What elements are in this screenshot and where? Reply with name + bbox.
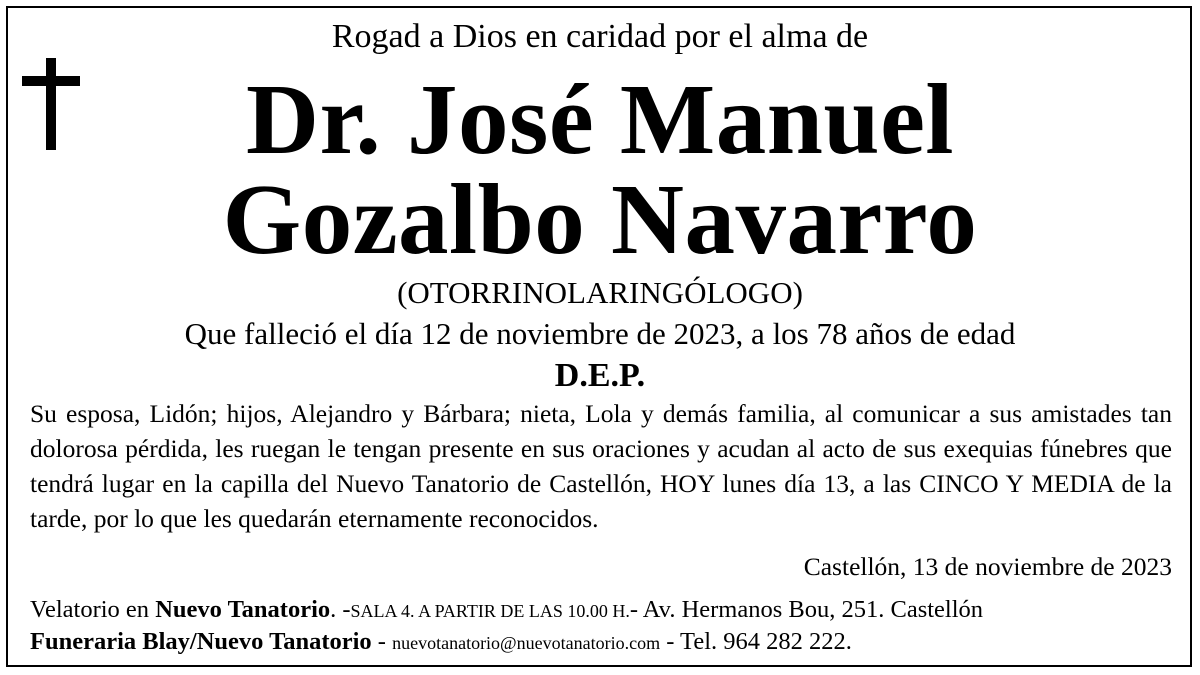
deceased-name-line2: Gozalbo Navarro [222,163,978,275]
wake-place: Nuevo Tanatorio [155,596,331,623]
wake-info-line [30,594,1172,627]
wake-dot: . - [330,596,351,623]
funeral-home-line [30,626,1172,659]
separator: - [371,628,393,655]
email-address: nuevotanatorio@nuevotanatorio.com [392,633,661,653]
place-date: Castellón, 13 de noviembre de 2023 [803,552,1172,581]
intro-text: Rogad a Dios en caridad por el alma de [331,18,869,55]
wake-address: - Av. Hermanos Bou, 251. Castellón [629,596,984,623]
wake-room: SALA 4. A PARTIR DE LAS 10.00 H. [350,601,630,621]
funeral-home-name: Funeraria Blay/Nuevo Tanatorio [30,628,372,655]
wake-prefix: Velatorio en [30,596,156,623]
family-message: Su esposa, Lidón; hijos, Alejandro y Bárbara; nieta, Lola y demás familia, al comunicar a sus amistades tan dolorosa pérdida, les ruegan le tengan presente en sus oraciones y acudan al acto de sus exequias fúnebres que tendrá lugar en la capilla del Nuevo Tanatorio de Castellón, HOY lunes día 13, a las CINCO Y MEDIA de la tarde, por lo que les quedarán eternamente reconocidos. [30,399,1172,533]
dep-text: D.E.P. [554,357,646,394]
profession-text: (OTORRINOLARINGÓLOGO) [397,275,803,310]
death-notice-text: Que falleció el día 12 de noviembre de 2023, a los 78 años de edad [184,316,1016,351]
deceased-name-line1: Dr. José Manuel [246,63,954,175]
phone-number: - Tel. 964 282 222. [660,628,852,655]
